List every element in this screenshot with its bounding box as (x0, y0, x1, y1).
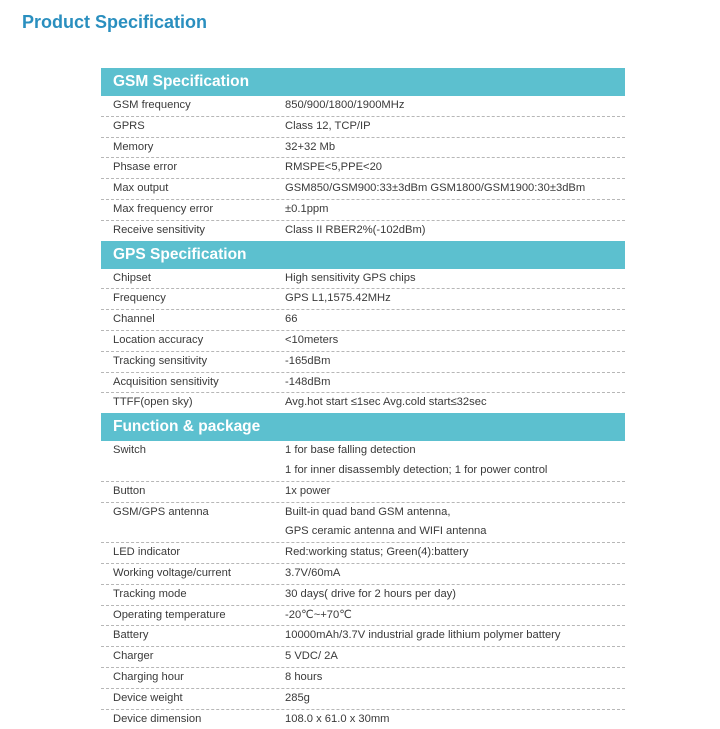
spec-row (101, 96, 625, 117)
spec-value: 285g (285, 691, 310, 704)
spec-row (101, 668, 625, 689)
spec-row (101, 606, 625, 627)
spec-row (101, 221, 625, 241)
spec-label: Device dimension (113, 712, 202, 725)
spec-label: Operating temperature (113, 608, 226, 621)
spec-value: Built-in quad band GSM antenna, (285, 505, 451, 518)
spec-row (101, 543, 625, 564)
spec-value: 850/900/1800/1900MHz (285, 99, 405, 111)
spec-label: GSM frequency (113, 99, 191, 111)
spec-label: Location accuracy (113, 333, 204, 346)
spec-row (101, 117, 625, 138)
spec-value: -165dBm (285, 354, 331, 367)
spec-value: 10000mAh/3.7V industrial grade lithium polymer battery (285, 629, 561, 642)
spec-value: -20℃~+70℃ (285, 608, 352, 621)
spec-label: Switch (113, 444, 146, 457)
spec-row (101, 138, 625, 159)
spec-label: Memory (113, 140, 154, 153)
spec-value: 108.0 x 61.0 x 30mm (285, 712, 390, 725)
spec-value: -148dBm (285, 375, 331, 388)
spec-value: Red:working status; Green(4):battery (285, 546, 469, 559)
section-header: GSM Specification (101, 68, 625, 96)
spec-label: Max output (113, 182, 169, 195)
spec-row (101, 269, 625, 290)
spec-value: GSM850/GSM900:33±3dBm GSM1800/GSM1900:30±3dBm (285, 182, 586, 195)
spec-row (101, 158, 625, 179)
spec-label: Chipset (113, 271, 151, 284)
spec-value: 1x power (285, 484, 331, 497)
spec-row (101, 647, 625, 668)
spec-label: Battery (113, 629, 149, 642)
spec-label: Frequency (113, 292, 166, 305)
spec-row (101, 331, 625, 352)
spec-value: 3.7V/60mA (285, 566, 341, 579)
spec-row (101, 373, 625, 394)
spec-row (101, 393, 625, 413)
spec-row (101, 352, 625, 373)
spec-value: 32+32 Mb (285, 140, 336, 153)
spec-value: <10meters (285, 333, 339, 346)
spec-row (101, 482, 625, 503)
spec-row (101, 179, 625, 200)
spec-value: High sensitivity GPS chips (285, 271, 416, 284)
spec-row (101, 710, 625, 729)
spec-row (101, 689, 625, 710)
spec-value: ±0.1ppm (285, 202, 329, 215)
spec-value: RMSPE<5,PPE<20 (285, 161, 383, 174)
spec-label: GSM/GPS antenna (113, 505, 209, 518)
spec-row (101, 564, 625, 585)
spec-value: GPS ceramic antenna and WIFI antenna (285, 525, 487, 538)
spec-row (101, 585, 625, 606)
spec-value: 1 for base falling detection (285, 444, 416, 457)
spec-table (101, 68, 625, 729)
spec-value: 1 for inner disassembly detection; 1 for power control (285, 463, 548, 476)
spec-label: Tracking sensitivity (113, 354, 208, 367)
spec-label: Max frequency error (113, 202, 214, 215)
spec-label: Charging hour (113, 670, 184, 683)
spec-label: Phsase error (113, 161, 178, 174)
spec-label: LED indicator (113, 546, 181, 559)
spec-value: Class 12, TCP/IP (285, 119, 371, 132)
spec-row (101, 503, 625, 544)
spec-label: Button (113, 484, 146, 497)
spec-value: Avg.hot start ≤1sec Avg.cold start≤32sec (285, 396, 487, 409)
spec-value: GPS L1,1575.42MHz (285, 292, 391, 305)
spec-row (101, 200, 625, 221)
section-header: Function & package (101, 413, 625, 441)
spec-value: Class II RBER2%(-102dBm) (285, 223, 426, 236)
spec-label: Acquisition sensitivity (113, 375, 219, 388)
spec-label: TTFF(open sky) (113, 396, 193, 409)
page-title: Product Specification (22, 12, 208, 32)
spec-value: 8 hours (285, 670, 323, 683)
spec-label: Tracking mode (113, 587, 187, 600)
spec-label: GPRS (113, 119, 145, 132)
spec-row (101, 626, 625, 647)
spec-row (101, 441, 625, 482)
spec-label: Device weight (113, 691, 183, 704)
spec-row (101, 289, 625, 310)
spec-label: Working voltage/current (113, 566, 231, 579)
spec-value: 5 VDC/ 2A (285, 650, 338, 663)
spec-label: Receive sensitivity (113, 223, 206, 236)
spec-value: 66 (285, 313, 298, 326)
section-header: GPS Specification (101, 241, 625, 269)
spec-value: 30 days( drive for 2 hours per day) (285, 587, 457, 600)
spec-label: Channel (113, 313, 155, 326)
spec-row (101, 310, 625, 331)
spec-label: Charger (113, 650, 154, 663)
